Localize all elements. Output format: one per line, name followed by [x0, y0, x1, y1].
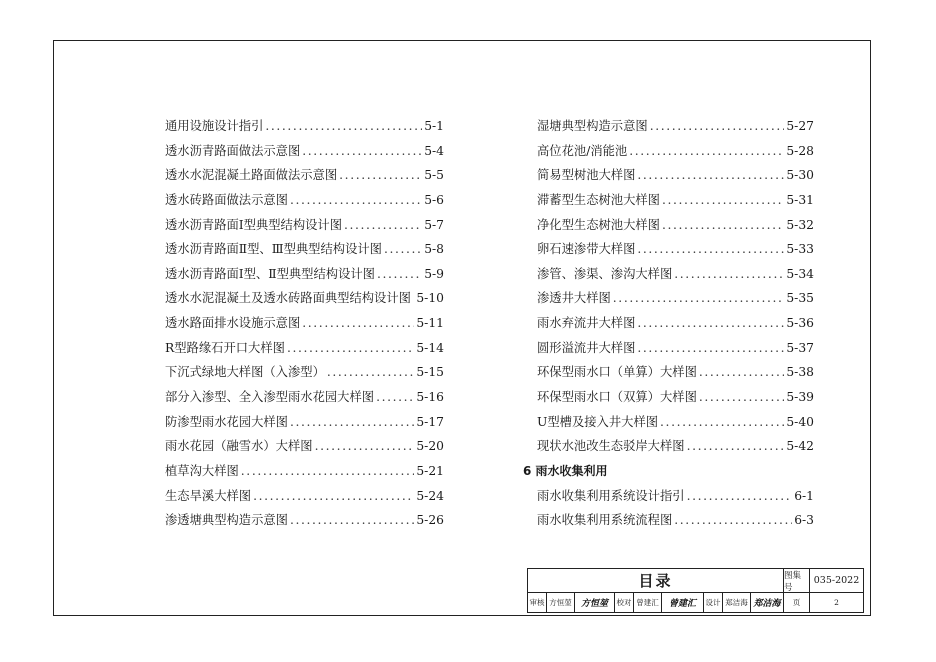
entry-page: 5-26 — [416, 513, 444, 528]
entry-title: 透水沥青路面做法示意图 — [165, 143, 301, 158]
dot-leader — [327, 362, 414, 382]
entry-title: 生态旱溪大样图 — [165, 488, 252, 503]
dot-leader — [637, 165, 784, 185]
entry-title: 透水沥青路面Ⅱ型、Ⅲ型典型结构设计图 — [165, 242, 382, 257]
entry-page: 5-37 — [786, 340, 814, 355]
entry-title: 现状水池改生态驳岸大样图 — [537, 439, 685, 454]
entry-page: 5-28 — [786, 143, 814, 158]
entry-page: 5-1 — [424, 119, 444, 133]
toc-entry — [165, 510, 444, 535]
checker-name: 曾建汇 — [634, 593, 662, 612]
entry-title: 植草沟大样图 — [165, 463, 239, 478]
entry-page: 5-8 — [424, 242, 444, 257]
entry-title: 渗管、渗渠、渗沟大样图 — [537, 266, 673, 281]
toc-entry — [165, 141, 444, 166]
toc-entry — [537, 190, 814, 215]
toc-entry — [537, 412, 814, 437]
designer-signature: 郑洁海 — [751, 593, 784, 612]
dot-leader — [287, 338, 414, 358]
section-title: 6 雨水收集利用 — [523, 463, 608, 478]
toc-entry — [537, 288, 814, 313]
dot-leader — [674, 510, 792, 530]
atlas-number-label: 图集号 — [784, 569, 810, 593]
entry-title: 部分入渗型、全入渗型雨水花园大样图 — [165, 390, 375, 405]
entry-page: 5-27 — [786, 119, 814, 133]
dot-leader — [315, 436, 415, 456]
entry-page: 5-20 — [416, 439, 444, 454]
dot-leader — [290, 412, 414, 432]
toc-entry — [165, 387, 444, 412]
toc-entry — [165, 412, 444, 437]
dot-leader — [413, 288, 414, 308]
toc-right-column — [523, 116, 814, 535]
dot-leader — [687, 436, 785, 456]
entry-page: 5-24 — [416, 488, 444, 503]
entry-title: 圆形溢流井大样图 — [537, 340, 636, 355]
toc-entry — [537, 362, 814, 387]
toc-entry — [537, 486, 814, 511]
entry-title: 湿塘典型构造示意图 — [537, 119, 648, 133]
entry-page: 5-33 — [786, 242, 814, 257]
entry-title: 透水砖路面做法示意图 — [165, 192, 288, 207]
dot-leader — [687, 486, 793, 506]
dot-leader — [302, 141, 422, 161]
toc-entry — [165, 338, 444, 363]
entry-page: 6-3 — [794, 513, 814, 528]
toc-entry — [537, 215, 814, 240]
entry-page: 5-40 — [786, 414, 814, 429]
entry-page: 5-7 — [424, 217, 444, 232]
entry-page: 5-14 — [416, 340, 444, 355]
reviewer-signature: 方恒堃 — [575, 593, 615, 612]
entry-title: 防渗型雨水花园大样图 — [165, 414, 288, 429]
entry-title: 透水水泥混凝土路面做法示意图 — [165, 168, 338, 183]
dot-leader — [290, 510, 414, 530]
entry-title: 渗透井大样图 — [537, 291, 611, 306]
reviewer-name: 方恒堃 — [547, 593, 575, 612]
dot-leader — [699, 362, 784, 382]
check-label: 校对 — [615, 593, 634, 612]
entry-page: 5-6 — [424, 192, 444, 207]
entry-page: 5-38 — [786, 365, 814, 380]
dot-leader — [662, 215, 784, 235]
toc-entry — [165, 264, 444, 289]
entry-title: 透水水泥混凝土及透水砖路面典型结构设计图 — [165, 291, 411, 306]
signature-row — [528, 593, 863, 612]
dot-leader — [629, 141, 784, 161]
dot-leader — [674, 264, 784, 284]
entry-title: 渗透塘典型构造示意图 — [165, 513, 288, 528]
entry-page: 5-36 — [786, 316, 814, 331]
entry-page: 5-31 — [786, 192, 814, 207]
dot-leader — [344, 215, 422, 235]
entry-page: 5-11 — [416, 316, 444, 331]
page-label: 页 — [784, 593, 810, 612]
design-label: 设计 — [704, 593, 723, 612]
toc-entry — [537, 264, 814, 289]
entry-page: 5-35 — [786, 291, 814, 306]
dot-leader — [241, 461, 415, 481]
designer-name: 郑洁海 — [723, 593, 751, 612]
toc-entry — [165, 190, 444, 215]
toc-entry — [537, 436, 814, 461]
entry-page: 5-34 — [786, 266, 814, 281]
entry-page: 5-32 — [786, 217, 814, 232]
atlas-number: 035-2022 — [810, 569, 863, 593]
toc-entry — [165, 486, 444, 511]
entry-page: 5-42 — [786, 439, 814, 454]
checker-signature: 曾建汇 — [662, 593, 704, 612]
dot-leader — [699, 387, 784, 407]
entry-page: 5-17 — [416, 414, 444, 429]
dot-leader — [253, 486, 414, 506]
dot-leader — [384, 239, 422, 259]
dot-leader — [376, 387, 414, 407]
entry-title: 透水沥青路面Ⅰ型、Ⅱ型典型结构设计图 — [165, 266, 375, 281]
toc-entry — [165, 436, 444, 461]
entry-page: 5-9 — [424, 266, 444, 281]
toc-entry — [165, 362, 444, 387]
toc-left-column — [165, 116, 444, 535]
entry-page: 5-4 — [424, 143, 444, 158]
entry-title: 透水路面排水设施示意图 — [165, 316, 301, 331]
toc-entry — [537, 165, 814, 190]
entry-title: 雨水弃流井大样图 — [537, 316, 636, 331]
page-number: 2 — [834, 598, 839, 607]
entry-title: 滞蓄型生态树池大样图 — [537, 192, 660, 207]
dot-leader — [660, 412, 784, 432]
entry-title: 环保型雨水口（单算）大样图 — [537, 365, 697, 380]
entry-page: 5-10 — [416, 291, 444, 306]
dot-leader — [650, 116, 785, 136]
entry-title: 雨水花园（融雪水）大样图 — [165, 439, 313, 454]
entry-title: 卵石速渗带大样图 — [537, 242, 636, 257]
toc-entry — [165, 288, 444, 313]
toc-entry — [537, 387, 814, 412]
toc-entry — [537, 239, 814, 264]
entry-page: 6-1 — [794, 488, 814, 503]
dot-leader — [290, 190, 422, 210]
entry-page: 5-5 — [424, 168, 444, 183]
entry-page: 5-15 — [416, 365, 444, 380]
entry-page: 5-30 — [786, 168, 814, 183]
dot-leader — [302, 313, 414, 333]
review-label: 审核 — [528, 593, 547, 612]
toc-entry — [537, 338, 814, 363]
dot-leader — [265, 116, 422, 136]
entry-title: 雨水收集利用系统流程图 — [537, 513, 673, 528]
toc-entry — [165, 239, 444, 264]
toc-section-heading — [523, 461, 814, 486]
toc-entry — [537, 313, 814, 338]
toc-entry — [165, 215, 444, 240]
entry-title: R型路缘石开口大样图 — [165, 340, 285, 355]
entry-title: 下沉式绿地大样图（入渗型） — [165, 365, 325, 380]
entry-page: 5-16 — [416, 390, 444, 405]
entry-title: 雨水收集利用系统设计指引 — [537, 488, 685, 503]
entry-title: 净化型生态树池大样图 — [537, 217, 660, 232]
title-block — [527, 568, 864, 613]
dot-leader — [637, 239, 784, 259]
toc-entry — [537, 141, 814, 166]
dot-leader — [339, 165, 422, 185]
toc-entry — [537, 510, 814, 535]
toc-entry — [165, 165, 444, 190]
toc-entry — [165, 313, 444, 338]
entry-title: 高位花池/消能池 — [537, 143, 628, 158]
entry-title: 简易型树池大样图 — [537, 168, 636, 183]
entry-page: 5-21 — [416, 463, 444, 478]
entry-title: 透水沥青路面Ⅰ型典型结构设计图 — [165, 217, 343, 232]
sheet-title: 目录 — [528, 569, 784, 593]
entry-title: 通用设施设计指引 — [165, 119, 264, 133]
entry-title: 环保型雨水口（双算）大样图 — [537, 390, 697, 405]
dot-leader — [613, 288, 785, 308]
dot-leader — [637, 338, 784, 358]
dot-leader — [662, 190, 784, 210]
toc-entry — [537, 116, 814, 141]
entry-title: U型槽及接入井大样图 — [537, 414, 659, 429]
dot-leader — [637, 313, 784, 333]
dot-leader — [377, 264, 422, 284]
toc-entry — [165, 116, 444, 141]
entry-page: 5-39 — [786, 390, 814, 405]
toc-entry — [165, 461, 444, 486]
